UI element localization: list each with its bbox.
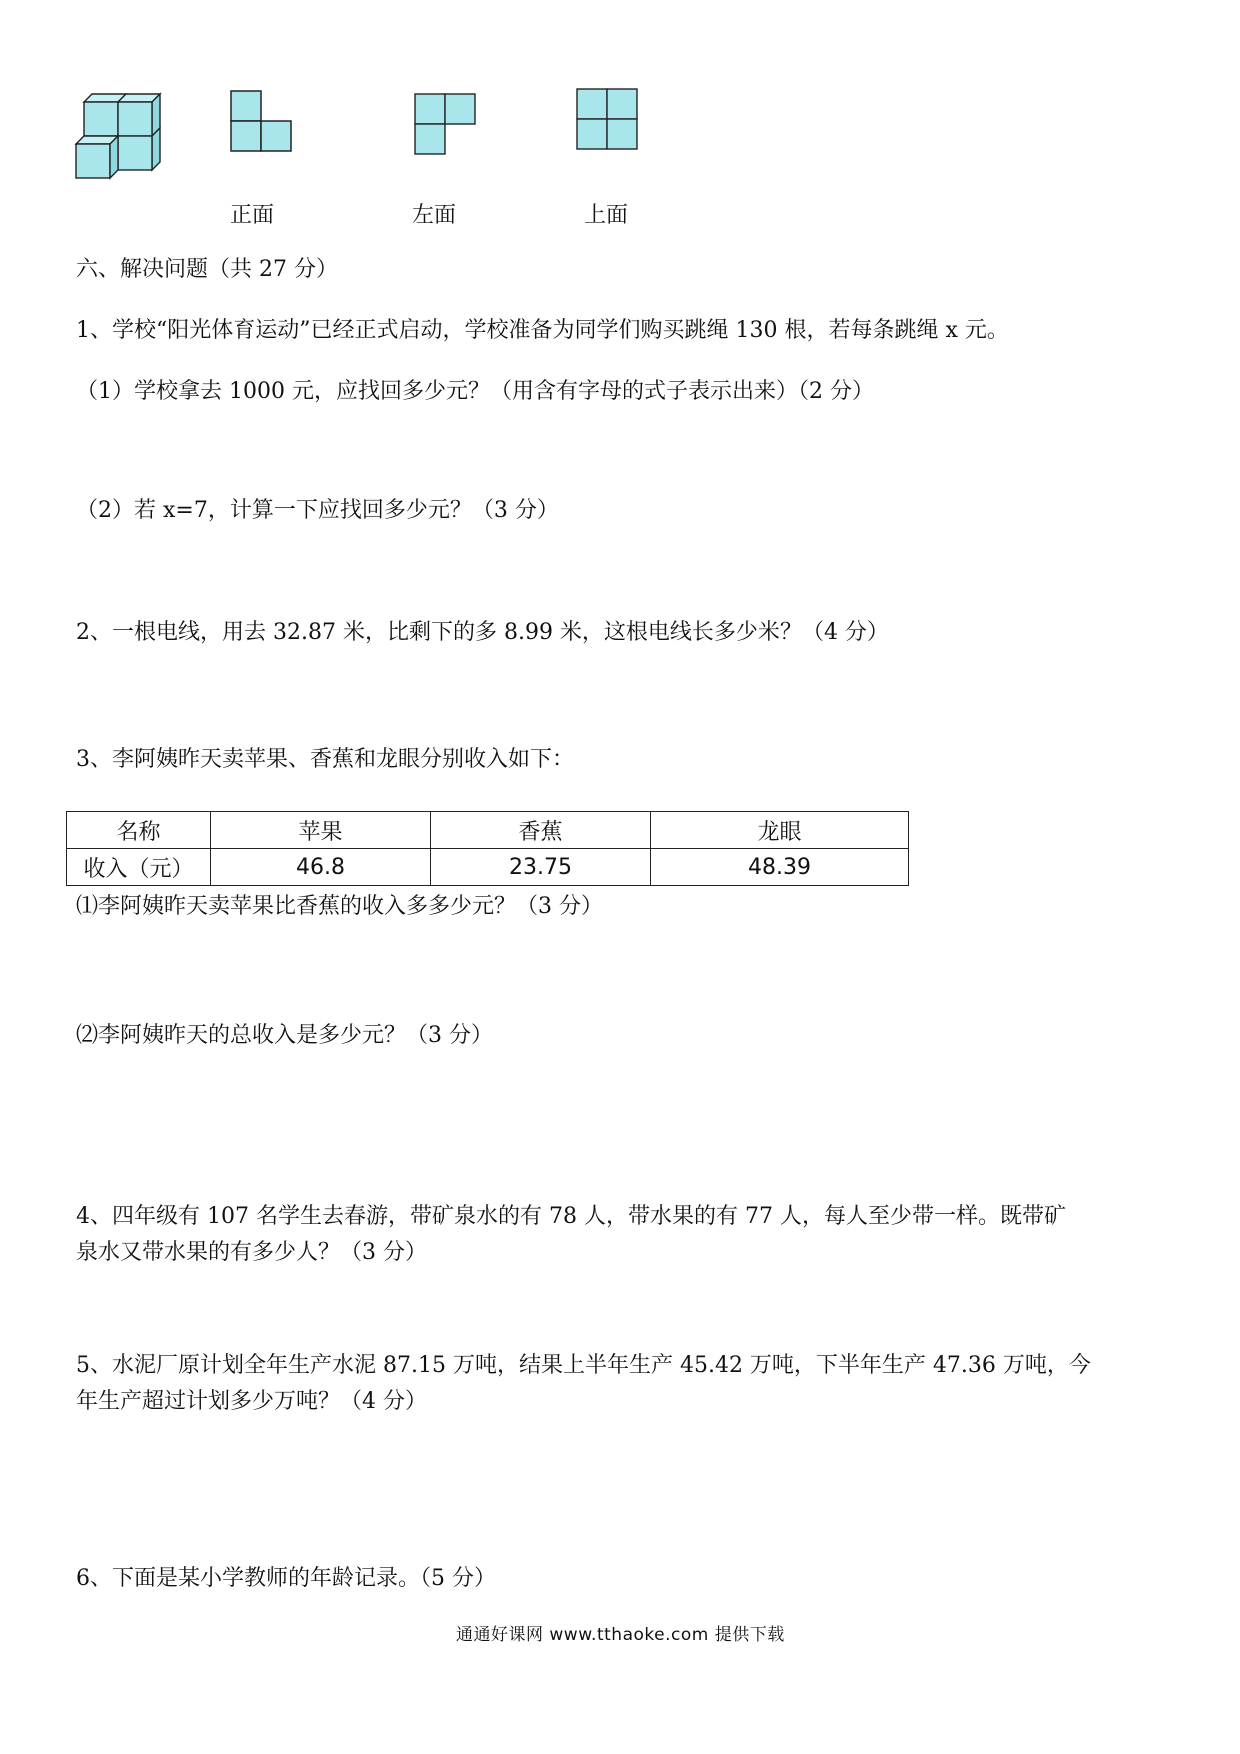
income-table-header-row: [67, 812, 909, 849]
question-5-line-1: 5、水泥厂原计划全年生产水泥 87.15 万吨，结果上半年生产 45.42 万吨，下半年生产 47.36 万吨，今: [76, 1353, 1091, 1378]
table-header-cell: 香蕉: [431, 812, 651, 849]
table-header-cell: 龙眼: [651, 812, 909, 849]
front-view-label: 正面: [230, 203, 275, 228]
income-table-row: [67, 849, 909, 886]
table-header-cell: 名称: [67, 812, 211, 849]
table-cell: 23.75: [431, 849, 651, 886]
top-view-label: 上面: [584, 203, 629, 228]
section-heading: 六、解决问题（共 27 分）: [76, 257, 338, 282]
question-5-line-2: 年生产超过计划多少万吨？（4 分）: [76, 1389, 427, 1414]
question-1-part-1: （1）学校拿去 1000 元，应找回多少元？（用含有字母的式子表示出来）（2 分）: [76, 379, 874, 404]
question-3: 3、李阿姨昨天卖苹果、香蕉和龙眼分别收入如下：: [76, 747, 574, 772]
left-view-figure: [414, 93, 476, 155]
left-view-label: 左面: [412, 203, 457, 228]
question-1: 1、学校“阳光体育运动”已经正式启动，学校准备为同学们购买跳绳 130 根，若每条跳绳 x 元。: [76, 318, 1009, 343]
question-4-line-2: 泉水又带水果的有多少人？（3 分）: [76, 1240, 427, 1265]
table-header-cell: 苹果: [211, 812, 431, 849]
question-4-line-1: 4、四年级有 107 名学生去春游，带矿泉水的有 78 人，带水果的有 77 人，每人至少带一样。既带矿: [76, 1204, 1066, 1229]
page-footer: 通通好课网 www.tthaoke.com 提供下载: [456, 1625, 785, 1645]
front-view-figure: [230, 90, 292, 152]
question-3-part-2: ⑵李阿姨昨天的总收入是多少元？（3 分）: [76, 1023, 493, 1048]
table-cell: 收入（元）: [67, 849, 211, 886]
question-6: 6、下面是某小学教师的年龄记录。（5 分）: [76, 1566, 496, 1591]
question-1-part-2: （2）若 x=7，计算一下应找回多少元？（3 分）: [76, 498, 559, 523]
cube-stack-figure: [74, 86, 164, 176]
top-view-figure: [576, 88, 638, 150]
question-2: 2、一根电线，用去 32.87 米，比剩下的多 8.99 米，这根电线长多少米？（4 分）: [76, 620, 889, 645]
question-3-part-1: ⑴李阿姨昨天卖苹果比香蕉的收入多多少元？（3 分）: [76, 894, 603, 919]
table-cell: 46.8: [211, 849, 431, 886]
income-table: [66, 811, 909, 886]
table-cell: 48.39: [651, 849, 909, 886]
